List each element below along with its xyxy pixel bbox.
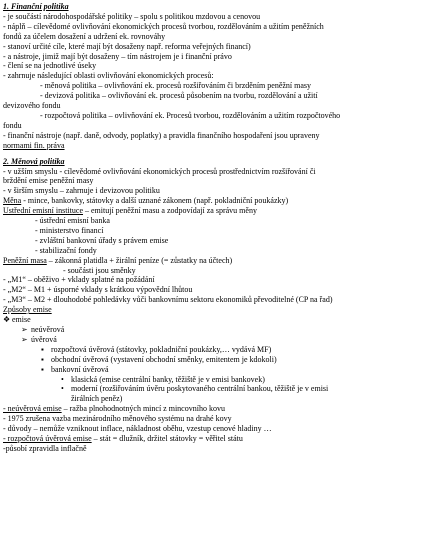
term-penezni-masa: Peněžní masa: [3, 255, 47, 265]
list-item-label: obchodní úvěrová (vystavení obchodní směnky, emitentem je kdokoli): [51, 354, 277, 364]
text-line: - finanční nástroje (např. daně, odvody, poplatky) a pravidla finančního hospodaření jsou upraveny: [3, 130, 320, 140]
diamond-bullet-icon: ❖: [3, 315, 11, 325]
text-line: brždění emise peněžní masy: [3, 176, 94, 186]
zpusoby-emise-heading: Způsoby emise: [3, 305, 52, 315]
text-line: - a nástroje, jimiž mají být dosaženy – tím nástrojem je i finanční právo: [3, 51, 232, 61]
underlined-text: normami fin. práva: [3, 140, 65, 150]
arrow-bullet-icon: ➢: [21, 325, 28, 334]
term-neuverova-emise: - neúvěrová emise: [3, 404, 62, 414]
list-item-label: moderní (rozšiřováním úvěru poskytovaného centrální bankou, těžiště je v emisi: [71, 384, 329, 394]
list-item-label: emise: [12, 315, 31, 325]
text-line: - člení se na jednotlivé úseky: [3, 61, 97, 71]
term-rozpoctova-uverova-emise: - rozpočtová úvěrová emise: [3, 433, 92, 443]
text-line: -působí zpravidla inflačně: [3, 443, 87, 453]
text-line: [3, 206, 439, 216]
text-line: - stanoví určité cíle, které mají být dosaženy např. reforma veřejných financí): [3, 41, 251, 51]
text-line: - „M3“ – M2 + dlouhodobé pohledávky vůči bankovnímu sektoru ekonomiků převoditelné (CP na řad): [3, 295, 333, 305]
text-line: - „M2“ – M1 + úsporné vklady s krátkou výpovědní lhůtou: [3, 285, 193, 295]
list-item: [3, 375, 439, 385]
list-item: [3, 335, 439, 345]
list-item-label: úvěrová: [31, 334, 57, 344]
list-item: [3, 384, 439, 394]
list-item-label: klasická (emise centrální banky, těžiště je v emisi bankovek): [71, 374, 265, 384]
list-item: [3, 355, 439, 365]
list-item: - ústřední emisní banka: [35, 216, 110, 226]
list-item: [3, 325, 439, 335]
text-line: devizového fondu: [3, 101, 61, 111]
text-line: - důvody – nemůže vzniknout inflace, nákladnost oběhu, vzestup cenové hladiny …: [3, 424, 272, 434]
text-line: [3, 196, 439, 206]
term-definition: - mince, bankovky, státovky a další uznané zákonem (např. pokladniční poukázky): [21, 196, 289, 206]
text-line: - náplň – cílevědomé ovlivňování ekonomických procesů tvorbou, rozdělováním a užitím peněžních: [3, 21, 324, 31]
term-definition: – emitují peněžní masu a zodpovídají za správu měny: [83, 206, 257, 216]
text-line: - v širším smyslu – zahrnuje i devizovou politiku: [3, 186, 160, 196]
section2-heading: 2. Měnová politika: [3, 156, 65, 166]
list-item-continuation: žirálních peněz): [71, 394, 123, 404]
text-line: [3, 141, 439, 151]
list-item: - ministerstvo financí: [35, 225, 104, 235]
term-definition: – ražba plnohodnotných mincí z mincovního kovu: [61, 404, 225, 414]
text-line: [3, 305, 439, 315]
dot-bullet-icon: •: [61, 384, 64, 394]
text-line: [3, 404, 439, 414]
text-line: - „M1“ – oběživo + vklady splatné na požádání: [3, 275, 155, 285]
text-line: - zahrnuje následující oblasti ovlivňování ekonomických procesů:: [3, 71, 214, 81]
arrow-bullet-icon: ➢: [21, 334, 28, 344]
text-line: - měnová politika – ovlivňování ek. procesů rozšiřováním či brzděním peněžní masy: [40, 81, 312, 91]
square-bullet-icon: ▪: [41, 364, 44, 374]
text-line: - devizová politika – ovlivňování ek. procesů působením na tvorbu, rozdělování a užití: [40, 91, 318, 101]
list-item-label: bankovní úvěrová: [51, 364, 109, 374]
text-line: - 1975 zrušena vazba mezinárodního měnového systému na drahé kovy: [3, 414, 232, 424]
text-line: - je součástí národohospodářské politiky – spolu s politikou mzdovou a cenovou: [3, 11, 261, 21]
text-line: [3, 256, 439, 266]
list-item-label: rozpočtová úvěrová (státovky, pokladniční poukázky,… vydává MF): [51, 344, 272, 354]
list-item: [3, 365, 439, 375]
dot-bullet-icon: •: [61, 374, 64, 384]
list-item: [3, 315, 439, 325]
text-line: - rozpočtová politika – ovlivňování ek. Procesů tvorbou, rozdělováním a užitím rozpočtového: [40, 110, 341, 120]
text-line: fondu: [3, 120, 22, 130]
list-item: [3, 345, 439, 355]
term-mena: Měna: [3, 196, 22, 206]
document-page: [3, 2, 439, 454]
list-item: - zvláštní bankovní úřady s právem emise: [35, 235, 169, 245]
term-definition: – zákonná platidla + žirální peníze (= zůstatky na účtech): [46, 255, 233, 265]
text-line: - součásti jsou směnky: [63, 265, 136, 275]
list-item: - stabilizační fondy: [35, 245, 97, 255]
term-ustredni-instituce: Ustřední emisní instituce: [3, 206, 83, 216]
square-bullet-icon: ▪: [41, 354, 44, 364]
text-line: [3, 434, 439, 444]
square-bullet-icon: ▪: [41, 344, 44, 354]
list-item-label: neúvěrová: [31, 325, 65, 334]
text-line: fondů za účelem dosažení a udržení ek. rovnováhy: [3, 31, 166, 41]
section1-heading: 1. Finanční politika: [3, 2, 69, 11]
text-line: - v užším smyslu - cílevědomé ovlivňování ekonomických procesů prostřednictvím rozšiřování či: [3, 166, 316, 176]
term-definition: – stát = dlužník, držitel státovky = věřitel státu: [91, 433, 243, 443]
